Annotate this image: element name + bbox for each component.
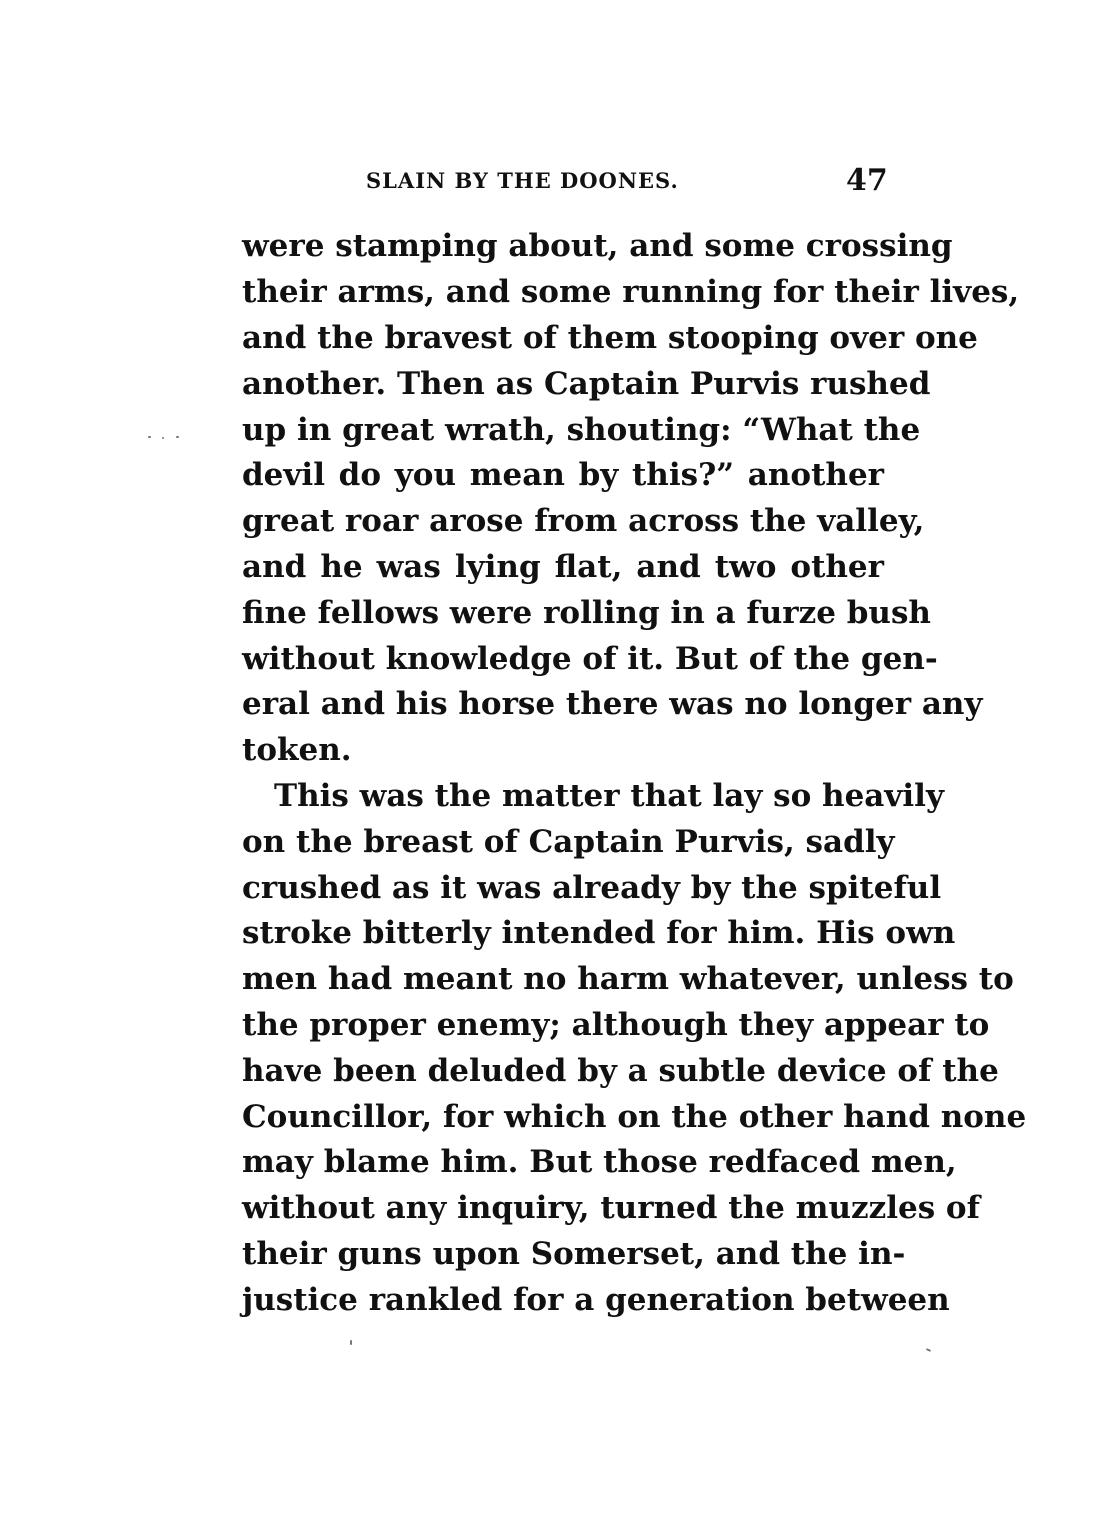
text-line: justice rankled for a generation between bbox=[242, 1282, 950, 1318]
text-line: on the breast of Captain Purvis, sadly bbox=[242, 824, 895, 860]
scan-speck bbox=[162, 437, 164, 439]
text-line: crushed as it was already by the spiteful bbox=[242, 870, 942, 906]
text-line: the proper enemy; although they appear to bbox=[242, 1007, 990, 1043]
text-line: devil do you mean by this?” another bbox=[242, 457, 884, 493]
text-line: fine fellows were rolling in a furze bush bbox=[242, 595, 931, 631]
text-line: their arms, and some running for their lives, bbox=[242, 274, 1020, 310]
text-line: were stamping about, and some crossing bbox=[242, 228, 953, 264]
text-line: and he was lying flat, and two other bbox=[242, 549, 884, 585]
text-line: eral and his horse there was no longer any bbox=[242, 686, 983, 722]
scan-speck bbox=[926, 1348, 931, 1352]
text-line: and the bravest of them stooping over one bbox=[242, 320, 978, 356]
text-line: men had meant no harm whatever, unless to bbox=[242, 961, 1014, 997]
text-line: Councillor, for which on the other hand none bbox=[242, 1099, 1027, 1135]
text-line: may blame him. But those redfaced men, bbox=[242, 1144, 957, 1180]
text-line: This was the matter that lay so heavily bbox=[274, 778, 944, 814]
page-number: 47 bbox=[846, 163, 888, 198]
scan-speck bbox=[350, 1340, 352, 1345]
text-line: without knowledge of it. But of the gen- bbox=[242, 641, 938, 677]
text-line: have been deluded by a subtle device of the bbox=[242, 1053, 999, 1089]
scan-speck bbox=[176, 436, 179, 438]
scan-speck bbox=[148, 436, 151, 438]
text-line: great roar arose from across the valley, bbox=[242, 503, 925, 539]
text-line: their guns upon Somerset, and the in- bbox=[242, 1236, 906, 1272]
text-line: stroke bitterly intended for him. His own bbox=[242, 915, 956, 951]
text-line: another. Then as Captain Purvis rushed bbox=[242, 366, 931, 402]
text-line: up in great wrath, shouting: “What the bbox=[242, 412, 921, 448]
text-line: without any inquiry, turned the muzzles of bbox=[242, 1190, 980, 1226]
text-line: token. bbox=[242, 732, 352, 768]
running-title: SLAIN BY THE DOONES. bbox=[366, 168, 679, 193]
